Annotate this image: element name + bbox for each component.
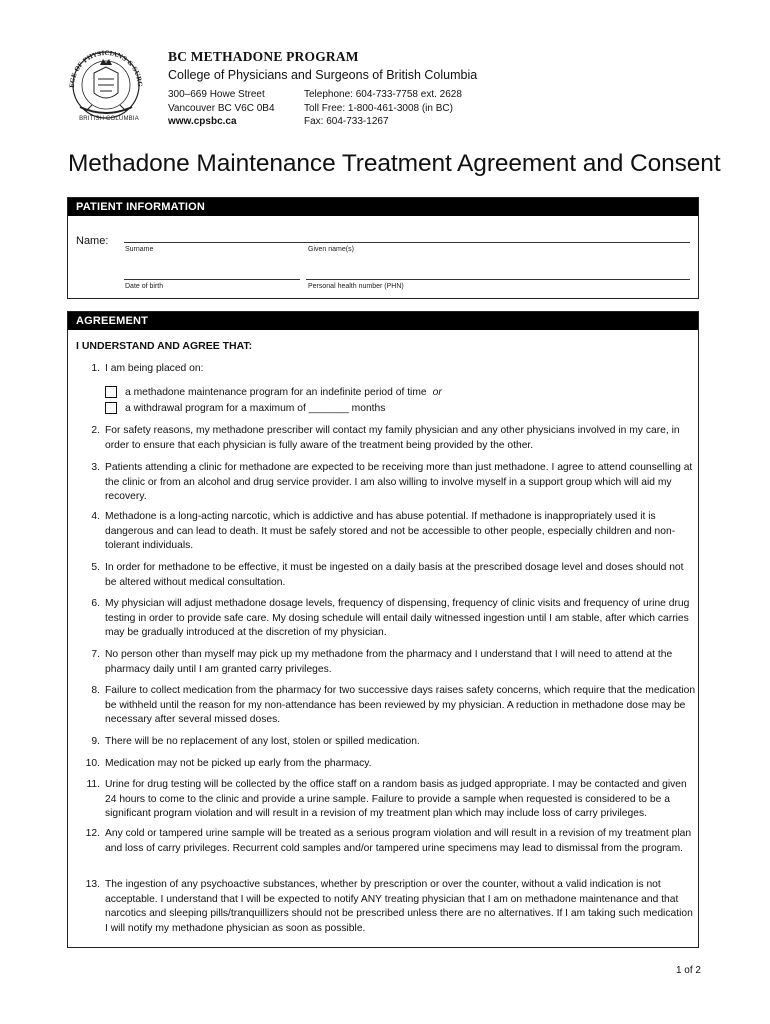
option-text: a methadone maintenance program for an indefinite period of time <box>125 386 427 398</box>
page-number: 1 of 2 <box>675 965 701 976</box>
clause-number: 9. <box>91 736 100 747</box>
clause-number: 13. <box>85 879 100 890</box>
patient-information-section <box>67 197 699 299</box>
agreement-section <box>67 311 699 948</box>
clause-number: 7. <box>91 649 100 660</box>
given-names-label: Given name(s) <box>308 246 354 253</box>
fax-number: Fax: 604-733-1267 <box>304 116 389 128</box>
website-link[interactable]: www.cpsbc.ca <box>168 116 237 128</box>
clause-number: 3. <box>91 462 100 473</box>
phn-label: Personal health number (PHN) <box>308 283 404 290</box>
college-name: College of Physicians and Surgeons of British Columbia <box>168 68 478 82</box>
name-input-line[interactable] <box>124 242 690 243</box>
clause-number: 1. <box>91 363 100 374</box>
svg-text:COLLEGE OF PHYSICIANS & SURGEO: EGE OF PHYSICIANS & SURG <box>68 49 144 89</box>
program-option-maintenance[interactable] <box>105 386 442 398</box>
clause-number: 2. <box>91 425 100 436</box>
phone-block <box>304 88 462 129</box>
clause-number: 10. <box>85 758 100 769</box>
clause-text: Patients attending a clinic for methadone are expected to be receiving more than just methadone. I agree to attend counselling at the clinic or from an alcohol and drug service provider. I am also willing to involve myself in a support group which will aid my recovery. <box>105 462 693 503</box>
phn-input-line[interactable] <box>306 279 690 280</box>
option-text: a withdrawal program for a maximum of _______ months <box>125 402 386 414</box>
clause-text: No person other than myself may pick up my methadone from the pharmacy and I understand that I will need to attend at the pharmacy daily until I am granted carry privileges. <box>105 649 673 675</box>
address-line: Vancouver BC V6C 0B4 <box>168 102 275 114</box>
section-heading: PATIENT INFORMATION <box>68 198 698 216</box>
clause-text: Urine for drug testing will be collected by the office staff on a random basis as judged appropriate. I may be contacted and given 24 hours to come to the clinic and provide a urine sample. Failure to provide a sample when requested is considered to be a significant program violation and will result in a revision of my treatment plan which may include loss of carry privileges. <box>105 779 687 820</box>
date-of-birth-input-line[interactable] <box>124 279 300 280</box>
section-heading: AGREEMENT <box>68 312 698 330</box>
clause-text: In order for methadone to be effective, it must be ingested on a daily basis at the prescribed dosage level and doses should not be altered without medical consultation. <box>105 562 684 588</box>
maintenance-checkbox[interactable] <box>105 386 117 398</box>
withdrawal-checkbox[interactable] <box>105 402 117 414</box>
clause-text: Any cold or tampered urine sample will be treated as a serious program violation and will result in a revision of my treatment plan and loss of carry privileges. Recurrent cold samples and/or tampered urine specimens may lead to dismissal from the program. <box>105 828 692 854</box>
address-line: 300–669 Howe Street <box>168 89 265 100</box>
clause-text: Medication may not be picked up early from the pharmacy. <box>105 758 372 769</box>
clause-number: 5. <box>91 562 100 573</box>
clause-number: 11. <box>86 779 100 790</box>
clause-number: 12. <box>85 828 100 839</box>
clause-number: 4. <box>91 511 100 522</box>
clause-text: The ingestion of any psychoactive substances, whether by prescription or over the counter, without a valid indication is not acceptable. I understand that I will be expected to notify ANY treating physician that I am on methadone maintenance and that narcotics and sleeping pills/tranquillizers should not be prescribed unless there are no alternatives. If I am taking such medication I will notify my methadone physician as soon as possible. <box>105 879 693 934</box>
option-or: or <box>432 386 442 398</box>
clause-text: For safety reasons, my methadone prescriber will contact my family physician and any other physicians involved in my care, in order to ensure that each physician is fully aware of the treatment being provided by the other. <box>105 425 680 451</box>
clause-number: 6. <box>91 598 100 609</box>
toll-free-number: Toll Free: 1-800-461-3008 (in BC) <box>304 102 453 114</box>
clause-number: 8. <box>91 685 100 696</box>
document-title: Methadone Maintenance Treatment Agreement and Consent <box>68 150 721 177</box>
agreement-subheading: I UNDERSTAND AND AGREE THAT: <box>76 340 253 352</box>
clause-text: Methadone is a long-acting narcotic, which is addictive and has abuse potential. If methadone is inappropriately used it is dangerous and can lead to death. It must be safely stored and not be accessible to other people, especially children and non-tolerant individuals. <box>105 511 676 552</box>
seal-caption: BRITISH COLUMBIA <box>79 116 139 122</box>
program-title: BC METHADONE PROGRAM <box>168 49 359 64</box>
clause-text: Failure to collect medication from the pharmacy for two successive days raises safety concerns, which require that the medication be withheld until the reason for my non-attendance has been reviewed by my physician. A reduction in methadone dose may be necessary after several missed doses. <box>105 685 696 726</box>
clause-text: I am being placed on: <box>105 363 204 374</box>
program-option-withdrawal[interactable] <box>105 402 385 414</box>
date-of-birth-label: Date of birth <box>125 283 164 290</box>
name-label: Name: <box>76 235 109 247</box>
address-block <box>168 88 275 129</box>
telephone-number: Telephone: 604-733-7758 ext. 2628 <box>304 89 462 100</box>
surname-label: Surname <box>125 246 154 253</box>
clause-text: There will be no replacement of any lost, stolen or spilled medication. <box>105 736 420 747</box>
clause-text: My physician will adjust methadone dosage levels, frequency of dispensing, frequency of clinic visits and frequency of urine drug testing in order to provide safe care. My dosing schedule will entail daily witnessed ingestion until I am stable, after which carries may be gradually introduced at the discretion of my physician. <box>105 598 690 639</box>
